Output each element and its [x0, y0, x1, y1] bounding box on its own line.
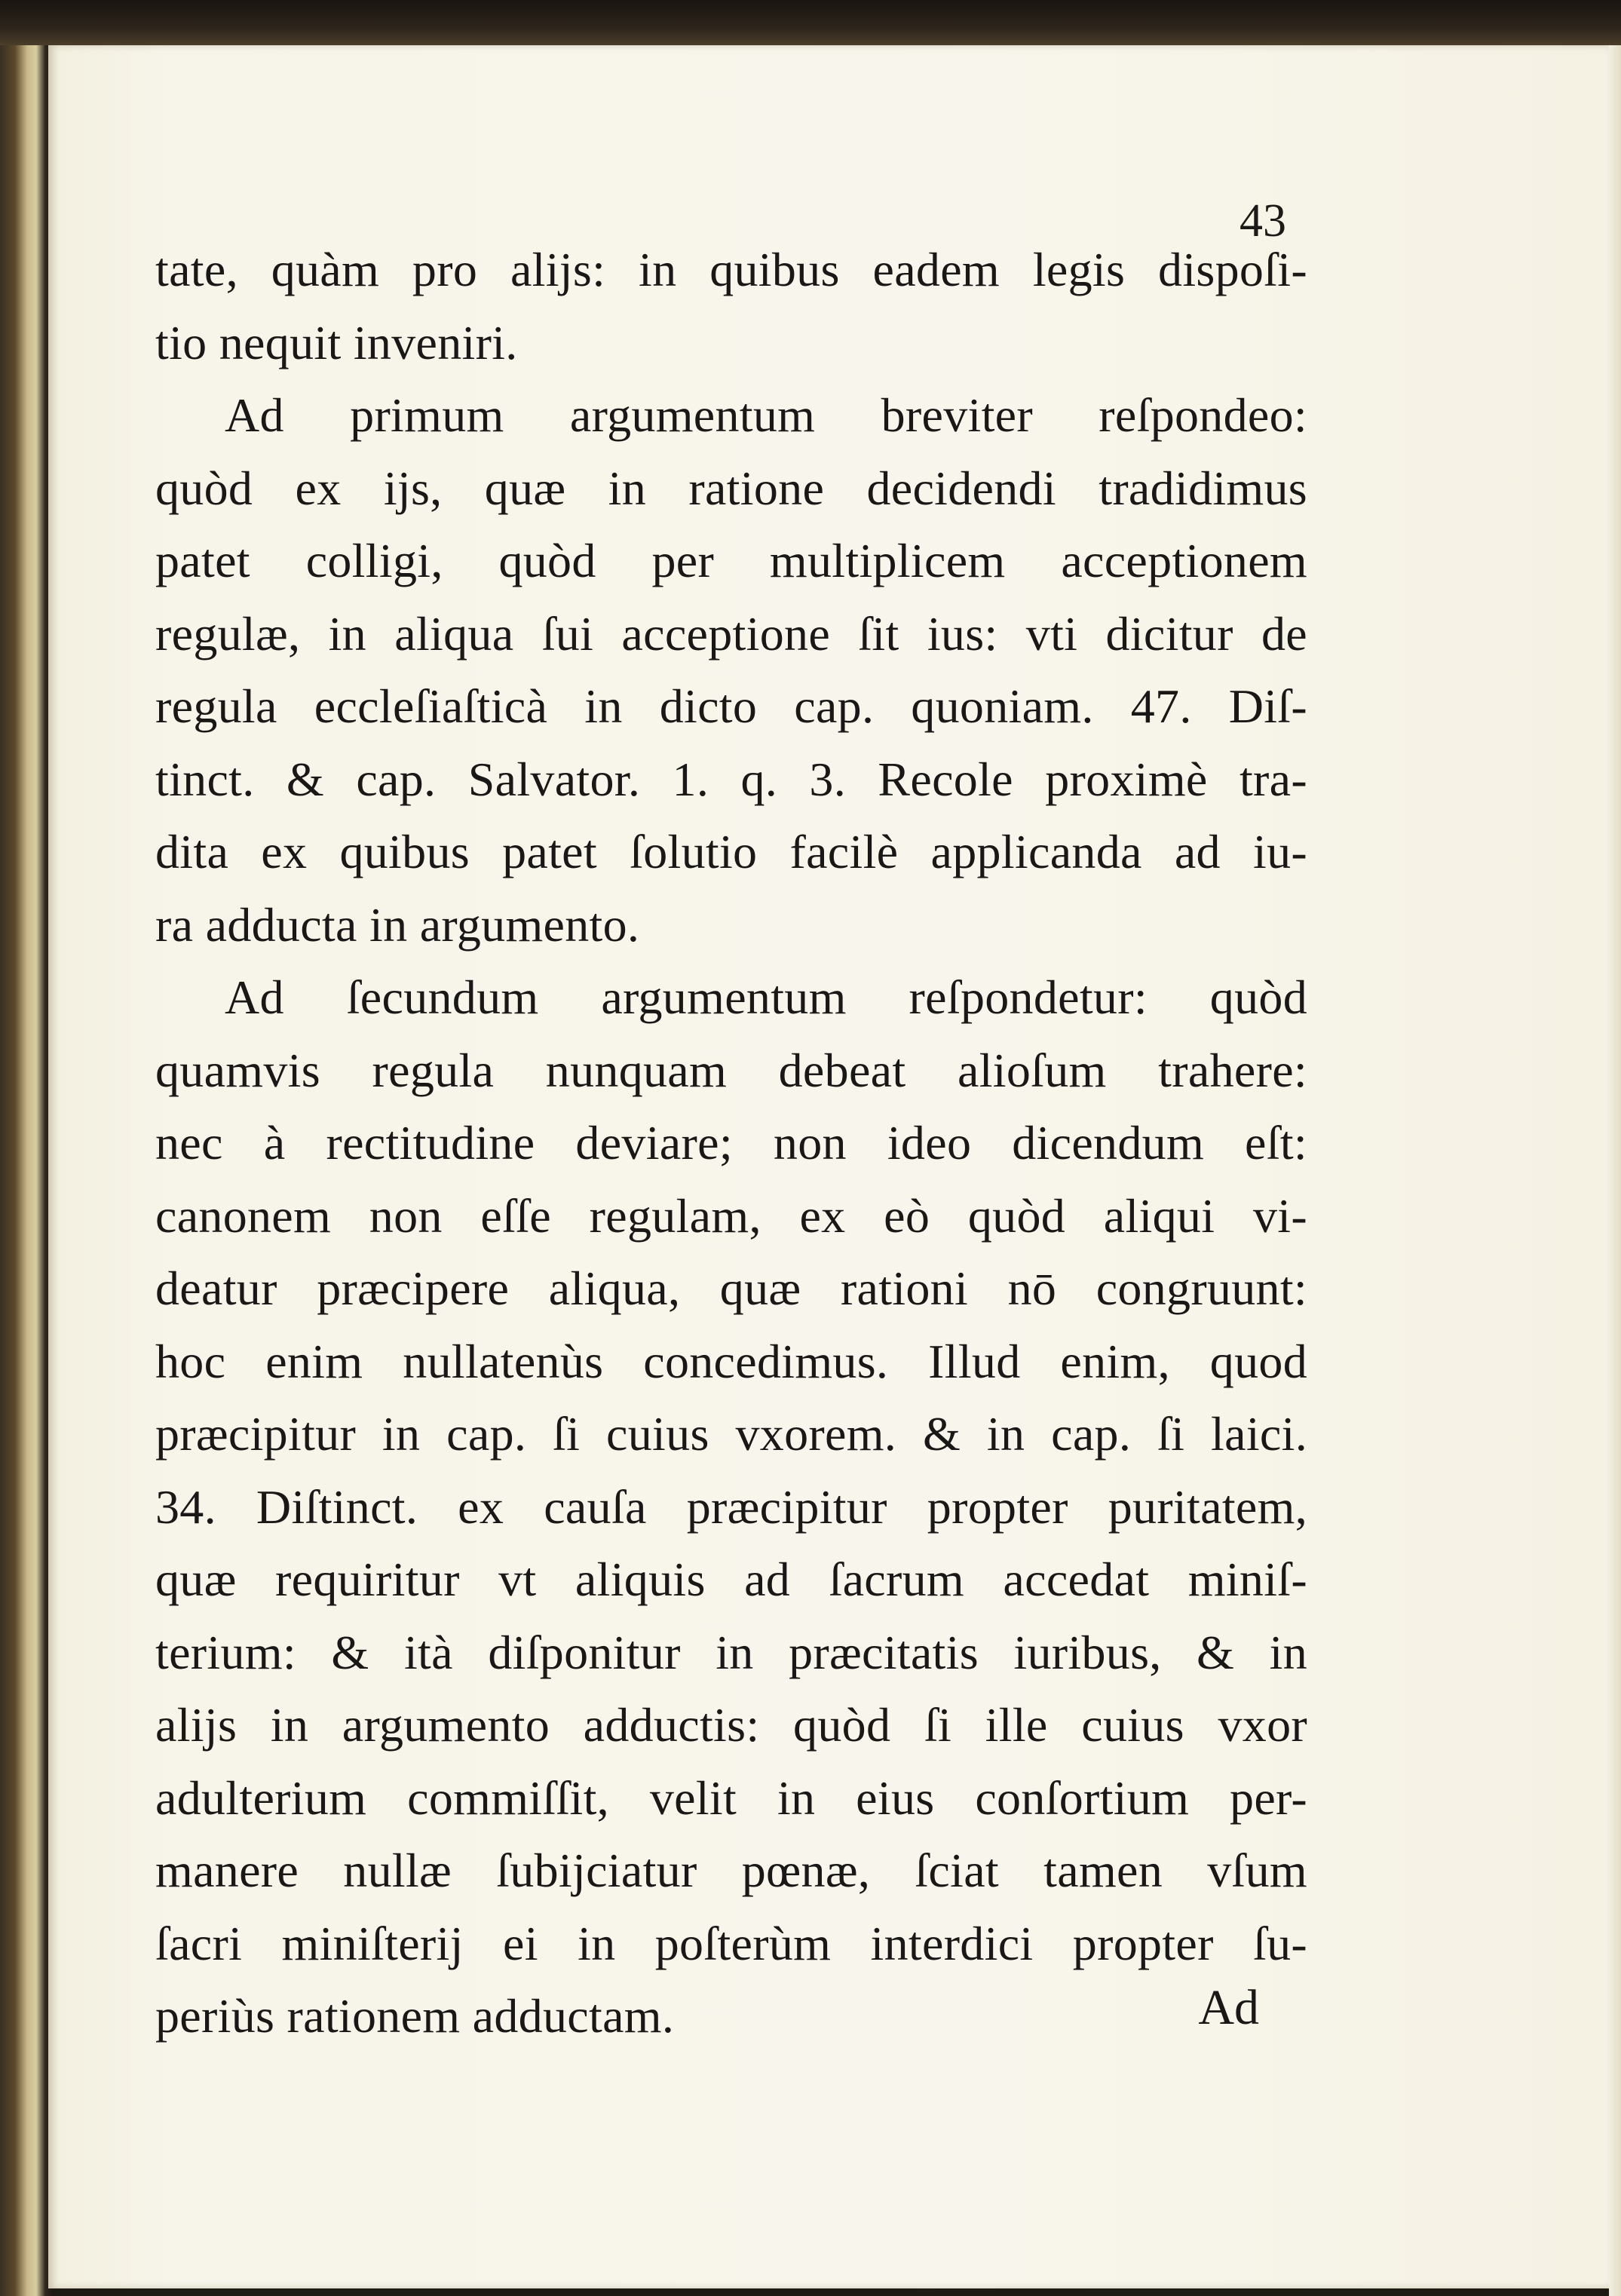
text-line: manere nullæ ſubijciatur pœnæ, ſciat tamen vſum: [155, 1844, 1307, 1897]
text-line: ra adducta in argumento.: [155, 897, 640, 952]
text-line: Ad ſecundum argumentum reſpondetur: quòd: [225, 970, 1307, 1024]
text-line: dita ex quibus patet ſolutio facilè applicanda ad iu-: [155, 825, 1307, 878]
text-line: quòd ex ijs, quæ in ratione decidendi tradidimus: [155, 461, 1307, 515]
text-line: patet colligi, quòd per multiplicem acceptionem: [155, 534, 1307, 587]
text-line: regula eccleſiaſticà in dicto cap. quoniam. 47. Diſ-: [155, 679, 1307, 733]
text-line: quamvis regula nunquam debeat alioſum trahere:: [155, 1043, 1307, 1097]
text-line: 34. Diſtinct. ex cauſa præcipitur propter puritatem,: [155, 1479, 1307, 1534]
body-text: [155, 234, 1307, 2053]
text-line: tate, quàm pro alijs: in quibus eadem legis dispoſi-: [155, 243, 1307, 296]
text-line: terium: & ità diſponitur in præcitatis iuribus, & in: [155, 1625, 1307, 1679]
text-line: tinct. & cap. Salvator. 1. q. 3. Recole proximè tra-: [155, 752, 1307, 806]
text-line: ſacri miniſterij ei in poſterùm interdici propter ſu-: [155, 1916, 1307, 1970]
text-line: deatur præcipere aliqua, quæ rationi nō congruunt:: [155, 1261, 1307, 1315]
page-number: 43: [1239, 195, 1286, 247]
text-line: nec à rectitudine deviare; non ideo dicendum eſt:: [155, 1116, 1307, 1169]
text-line: tio nequit inveniri.: [155, 315, 518, 369]
text-line: alijs in argumento adductis: quòd ſi ille cuius vxor: [155, 1698, 1307, 1752]
text-line: hoc enim nullatenùs concedimus. Illud enim, quod: [155, 1334, 1307, 1388]
text-line: periùs rationem adductam.: [155, 1989, 675, 2043]
scan-background-top: [0, 0, 1621, 45]
text-line: Ad primum argumentum breviter reſpondeo:: [225, 388, 1307, 442]
catchword: Ad: [1198, 1980, 1259, 2035]
text-line: regulæ, in aliqua ſui acceptione ſit ius: vti dicitur de: [155, 606, 1307, 661]
book-page: [48, 45, 1609, 2288]
text-line: præcipitur in cap. ſi cuius vxorem. & in cap. ſi laici.: [155, 1407, 1307, 1461]
text-line: adulterium commiſſit, velit in eius conſortium per-: [155, 1770, 1307, 1825]
text-line: quæ requiritur vt aliquis ad ſacrum accedat miniſ-: [155, 1553, 1307, 1606]
page-fore-edge: [1609, 45, 1621, 2296]
text-line: canonem non eſſe regulam, ex eò quòd aliqui vi-: [155, 1188, 1307, 1243]
